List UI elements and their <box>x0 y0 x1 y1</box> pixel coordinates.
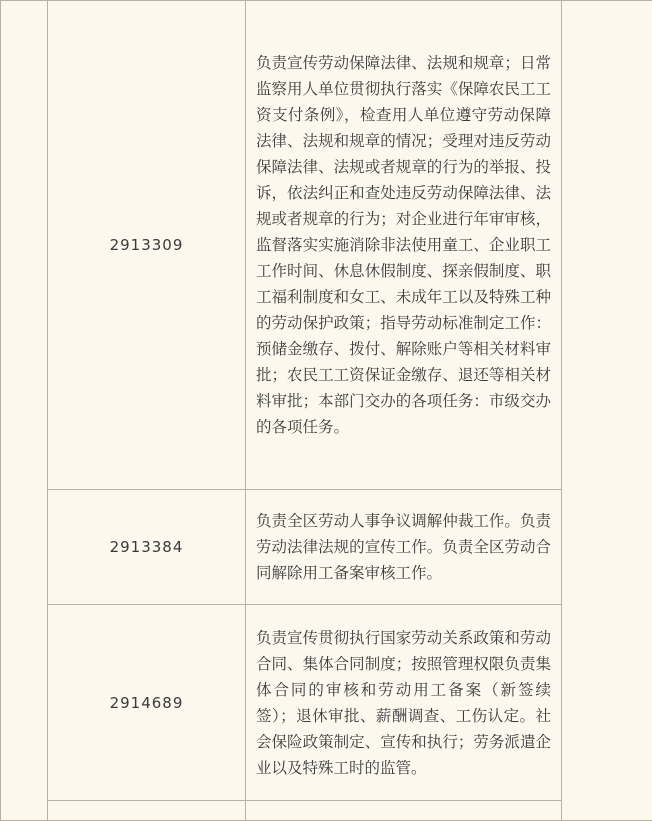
duty-cell: 负责全区劳动人事争议调解仲裁工作。负责劳动法律法规的宣传工作。负责全区劳动合同解除用工备案审核工作。 <box>246 490 562 605</box>
duty-cell <box>246 801 562 821</box>
duty-cell: 负责宣传劳动保障法律、法规和规章；日常监察用人单位贯彻执行落实《保障农民工工资支付条例》，检查用人单位遵守劳动保障法律、法规和规章的情况；受理对违反劳动保障法律、法规或者规章的行为的举报、投诉，依法纠正和查处违反劳动保障法律、法规或者规章的行为；对企业进行年审审核，监督落实实施消除非法使用童工、企业职工工作时间、休息休假制度、探亲假制度、职工福利制度和女工、未成年工以及特殊工种的劳动保护政策；指导劳动标准制定工作：预储金缴存、拨付、解除账户等相关材料审批；农民工工资保证金缴存、退还等相关材料审批；本部门交办的各项任务：市级交办的各项任务。 <box>246 1 562 490</box>
duty-cell: 负责宣传贯彻执行国家劳动关系政策和劳动合同、集体合同制度；按照管理权限负责集体合同的审核和劳动用工备案（新签续签）；退休审批、薪酬调查、工伤认定。社会保险政策制定、宣传和执行；劳务派遣企业以及特殊工时的监管。 <box>246 605 562 801</box>
phone-cell: 2914689 <box>48 605 246 801</box>
phone-cell: 2913309 <box>48 1 246 490</box>
table-row <box>1 1 652 490</box>
department-name-cell <box>1 1 48 821</box>
table-row <box>1 490 652 605</box>
remarks-cell <box>562 1 652 821</box>
table-row <box>1 605 652 801</box>
table-row <box>1 801 652 821</box>
phone-cell: 2913384 <box>48 490 246 605</box>
phone-cell <box>48 801 246 821</box>
